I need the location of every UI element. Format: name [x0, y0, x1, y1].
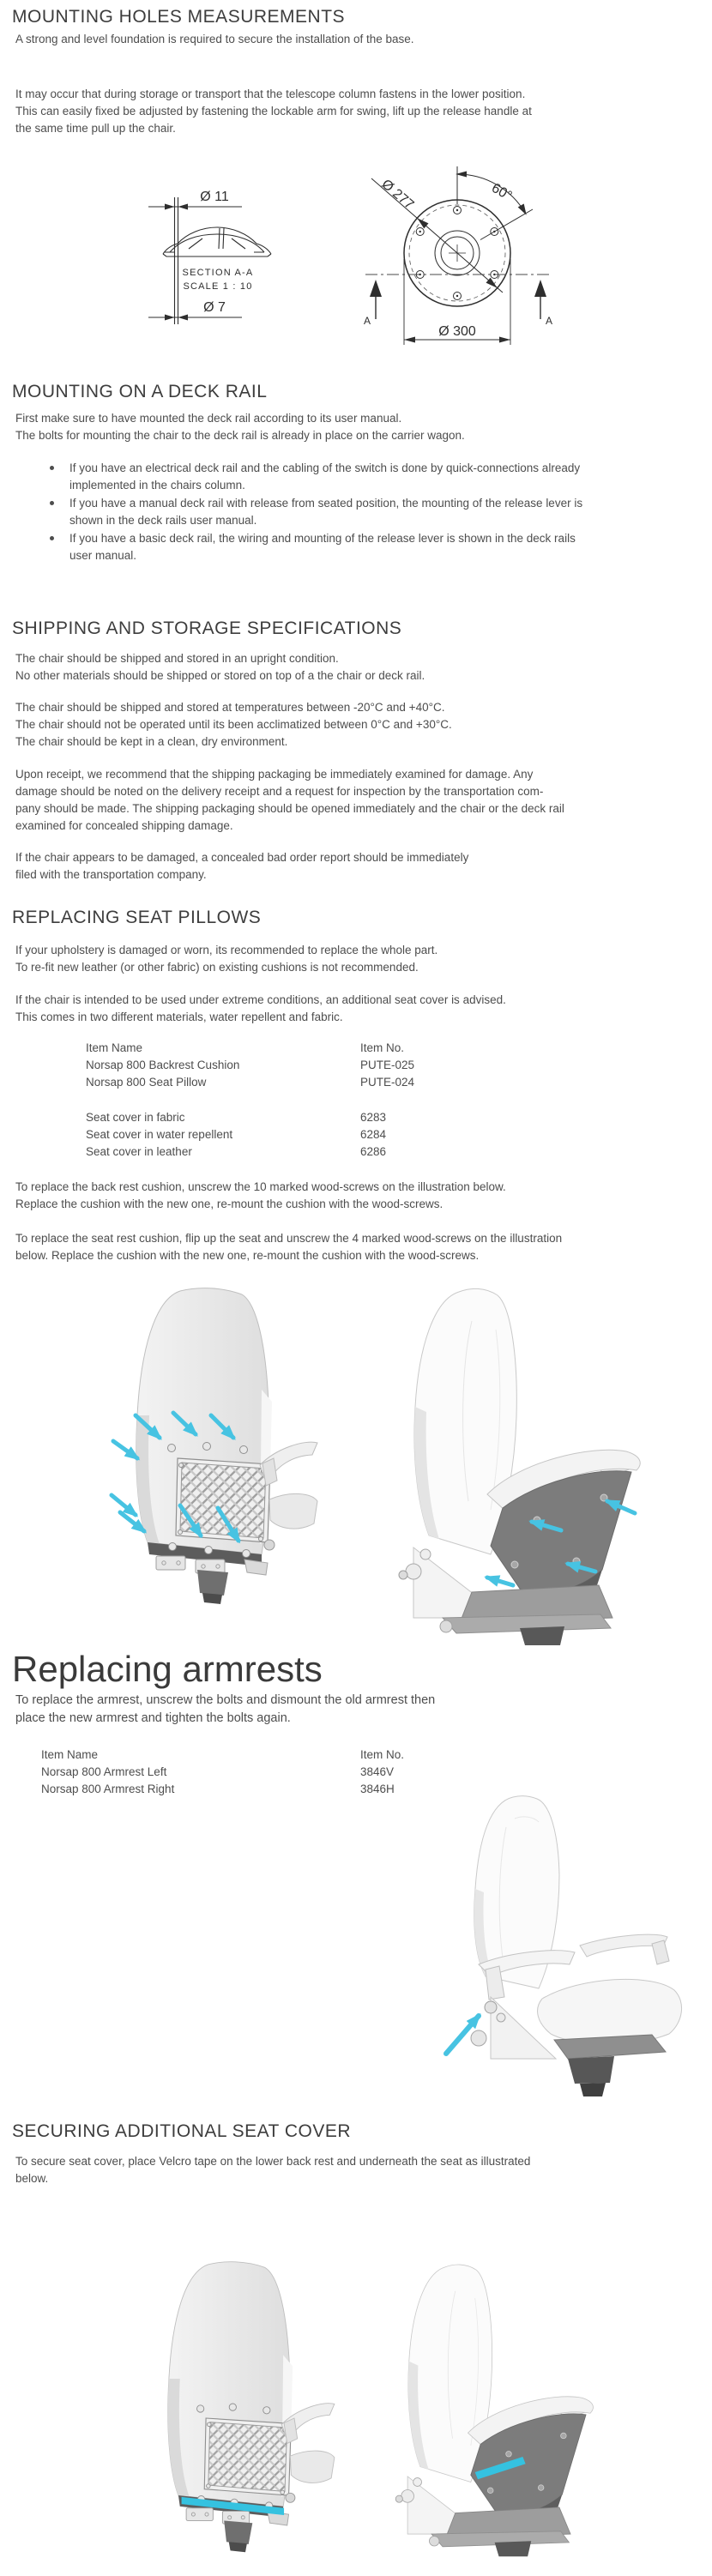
- chair-back-illustration: [51, 1287, 369, 1630]
- mounting-base-top-drawing: [352, 163, 712, 352]
- dim-label-bolt-circle: Ø 277: [378, 177, 417, 213]
- section-title-mounting-holes: MOUNTING HOLES MEASUREMENTS: [12, 7, 346, 27]
- item-no-cell: 6283: [360, 1111, 387, 1124]
- col-header-item-no: Item No.: [360, 1748, 405, 1761]
- paragraph: [15, 86, 532, 137]
- section-arrow-label-left: A: [364, 315, 371, 327]
- dim-label-bottom: Ø 7: [203, 300, 226, 315]
- bullet-dot: [50, 536, 54, 540]
- chair-seat-flipped-illustration: [343, 1287, 712, 1647]
- dimension-arrowheads: [165, 204, 188, 321]
- mounting-base-section-drawing: [77, 172, 283, 343]
- paragraph-line: Upon receipt, we recommend that the shipping packaging be immediately examined for damage. Any: [15, 768, 534, 781]
- paragraph-line: First make sure to have mounted the deck rail according to its user manual.: [15, 412, 402, 425]
- paragraph-line: If you have an electrical deck rail and the cabling of the switch is done by quick-connections already: [69, 462, 581, 474]
- section-title-shipping: SHIPPING AND STORAGE SPECIFICATIONS: [12, 618, 402, 638]
- paragraph-line: No other materials should be shipped or stored on top of a the chair or deck rail.: [15, 669, 425, 682]
- paragraph-line: The chair should be kept in a clean, dry environment.: [15, 735, 288, 748]
- paragraph-line: This can easily fixed be adjusted by fastening the lockable arm for swing, lift up the release handle at: [15, 105, 532, 118]
- paragraph-line: To secure seat cover, place Velcro tape on the lower back rest and underneath the seat as illustrated: [15, 2155, 531, 2168]
- paragraph-line: This comes in two different materials, water repellent and fabric.: [15, 1010, 343, 1023]
- paragraph-line: The bolts for mounting the chair to the deck rail is already in place on the carrier wagon.: [15, 429, 465, 442]
- paragraph-line: If your upholstery is damaged or worn, its recommended to replace the whole part.: [15, 944, 438, 956]
- paragraph-line: damage should be noted on the delivery receipt and a request for inspection by the transportation com-: [15, 785, 544, 798]
- paragraph: [15, 2153, 530, 2187]
- dim-label-outer: Ø 300: [438, 324, 476, 339]
- list-item: [50, 460, 650, 494]
- item-name-cell: Norsap 800 Armrest Right: [41, 1783, 175, 1795]
- paragraph: [15, 410, 465, 444]
- item-name-cell: Norsap 800 Armrest Left: [41, 1765, 167, 1778]
- paragraph-line: place the new armrest and tighten the bolts again.: [15, 1711, 291, 1725]
- paragraph-line: If the chair appears to be damaged, a concealed bad order report should be immediately: [15, 851, 469, 864]
- paragraph-line: The chair should not be operated until its been acclimatized between 0°C and +30°C.: [15, 718, 452, 731]
- section-arrow-label-right: A: [546, 315, 553, 327]
- section-title-armrests: Replacing armrests: [12, 1649, 323, 1689]
- paragraph: [15, 942, 437, 976]
- item-no-cell: 3846V: [360, 1765, 395, 1778]
- paragraph: [15, 699, 452, 751]
- paragraph-line: To replace the seat rest cushion, flip up the seat and unscrew the 4 marked wood-screws on the illustration: [15, 1232, 563, 1245]
- bullet-dot: [50, 466, 54, 470]
- paragraph: [15, 1230, 562, 1264]
- chair-back-tape-illustration: [90, 2260, 382, 2576]
- angle-label: 60°: [489, 180, 515, 204]
- paragraph-line: The chair should be shipped and stored at temperatures between -20°C and +40°C.: [15, 701, 445, 714]
- paragraph: [15, 766, 564, 835]
- paragraph-line: below.: [15, 2172, 49, 2185]
- paragraph-line: If the chair is intended to be used under extreme conditions, an additional seat cover is advised.: [15, 993, 506, 1006]
- item-no-cell: 6286: [360, 1145, 387, 1158]
- paragraph-line: the same time pull up the chair.: [15, 122, 176, 135]
- paragraph-line: filed with the transportation company.: [15, 868, 207, 881]
- paragraph-line: examined for concealed shipping damage.: [15, 819, 233, 832]
- scale-label: SCALE 1 : 10: [183, 281, 253, 292]
- item-name-cell: Norsap 800 Seat Pillow: [86, 1076, 207, 1089]
- item-no-cell: 3846H: [360, 1783, 395, 1795]
- list-item: [50, 495, 650, 529]
- paragraph-line: It may occur that during storage or transport that the telescope column fastens in the lower position.: [15, 87, 526, 100]
- paragraph-line: shown in the deck rails user manual.: [69, 514, 257, 527]
- item-name-cell: Norsap 800 Backrest Cushion: [86, 1059, 240, 1071]
- dim-label-top: Ø 11: [200, 190, 229, 204]
- item-no-cell: PUTE-024: [360, 1076, 415, 1089]
- list-item: [50, 530, 650, 564]
- col-header-item-no: Item No.: [360, 1041, 405, 1054]
- item-name-cell: Seat cover in fabric: [86, 1111, 185, 1124]
- col-header-item-name: Item Name: [86, 1041, 143, 1054]
- paragraph-line: To re-fit new leather (or other fabric) on existing cushions is not recommended.: [15, 961, 419, 974]
- chair-armrest-illustration: [369, 1793, 712, 2119]
- paragraph-line: To replace the armrest, unscrew the bolts and dismount the old armrest then: [15, 1693, 436, 1707]
- paragraph-line: pany should be made. The shipping packaging should be opened immediately and the chair or the deck rail: [15, 802, 564, 815]
- paragraph: [15, 849, 468, 884]
- item-name-cell: Seat cover in leather: [86, 1145, 192, 1158]
- section-title-deck-rail: MOUNTING ON A DECK RAIL: [12, 382, 268, 401]
- paragraph: [15, 650, 425, 685]
- item-no-cell: 6284: [360, 1128, 387, 1141]
- section-label: SECTION A-A: [182, 268, 254, 278]
- section-title-seat-cover: SECURING ADDITIONAL SEAT COVER: [12, 2121, 352, 2141]
- item-no-cell: PUTE-025: [360, 1059, 415, 1071]
- paragraph-line: Replace the cushion with the new one, re-mount the cushion with the wood-screws.: [15, 1198, 443, 1210]
- chair-seat-flipped-tape-illustration: [350, 2263, 652, 2558]
- paragraph: [15, 1692, 435, 1728]
- paragraph-line: user manual.: [69, 549, 137, 562]
- paragraph-line: The chair should be shipped and stored in an upright condition.: [15, 652, 339, 665]
- deck-rail-bullet-list: [50, 460, 650, 565]
- paragraph-line: A strong and level foundation is required to secure the installation of the base.: [15, 33, 414, 45]
- paragraph: [15, 1179, 506, 1213]
- bullet-dot: [50, 501, 54, 505]
- item-name-cell: Seat cover in water repellent: [86, 1128, 233, 1141]
- paragraph-line: If you have a manual deck rail with release from seated position, the mounting of the release lever is: [69, 497, 583, 510]
- section-title-seat-pillows: REPLACING SEAT PILLOWS: [12, 908, 262, 927]
- paragraph-line: To replace the back rest cushion, unscrew the 10 marked wood-screws on the illustration below.: [15, 1180, 506, 1193]
- paragraph-line: implemented in the chairs column.: [69, 479, 245, 492]
- col-header-item-name: Item Name: [41, 1748, 99, 1761]
- paragraph: [15, 992, 506, 1026]
- paragraph-line: below. Replace the cushion with the new one, re-mount the cushion with the wood-screws.: [15, 1249, 480, 1262]
- paragraph-line: If you have a basic deck rail, the wiring and mounting of the release lever is shown in the deck rails: [69, 532, 576, 545]
